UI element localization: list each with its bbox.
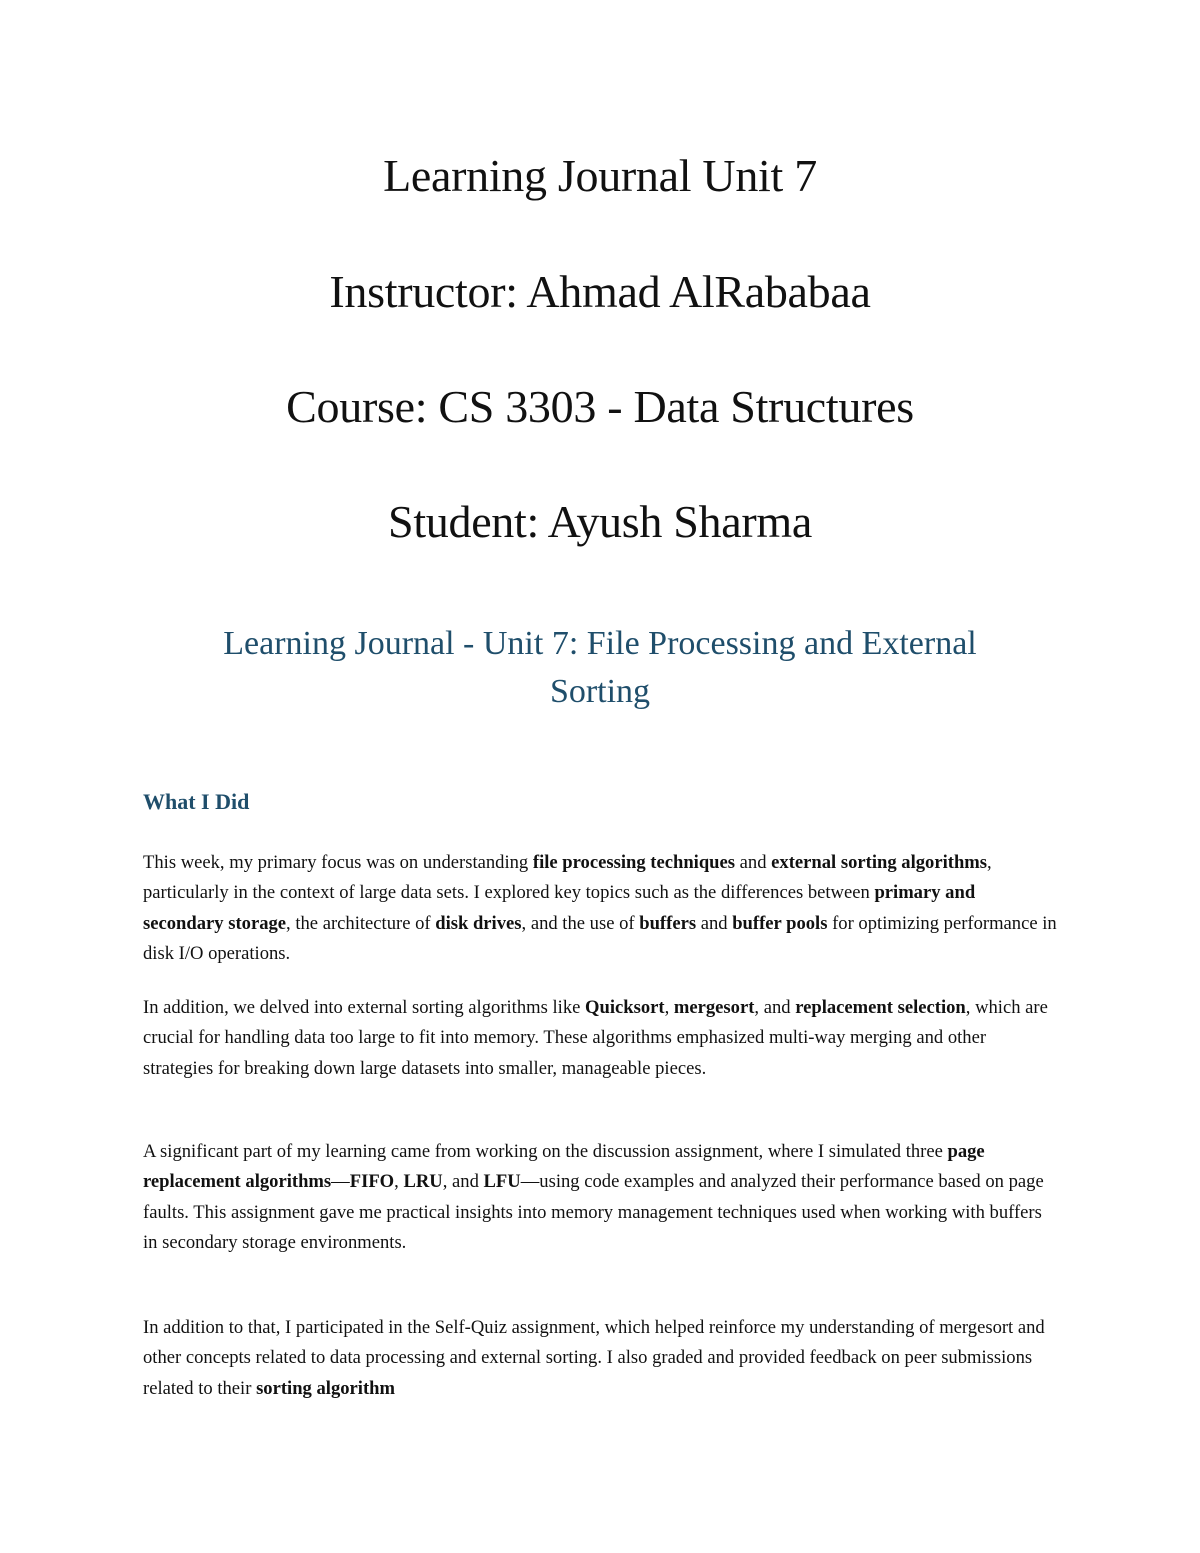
section-heading-what-i-did: What I Did <box>143 789 250 814</box>
subtitle-line-2: Sorting <box>549 673 651 710</box>
bold-term: buffer pools <box>732 912 828 934</box>
bold-term: LFU <box>483 1171 521 1193</box>
text-span: , and <box>754 997 796 1018</box>
text-span: , which are crucial for handling data too large to fit into memory. These algorithms emphasized multi-way merging and other strategies for breaking down large datasets into smaller, manageable pieces. <box>143 997 1048 1079</box>
text-span: A significant part of my learning came from working on the discussion assignment, where I simulated three <box>143 1141 948 1162</box>
bold-term: mergesort <box>673 997 755 1018</box>
bold-term: primary and secondary storage <box>143 882 976 934</box>
text-span: , and <box>442 1171 484 1193</box>
text-span: —using code examples and analyzed their performance based on page faults. This assignment gave me practical insights into memory management techniques used when working with buffers in secondary storage environments. <box>143 1171 1044 1254</box>
text-span: — <box>331 1171 350 1193</box>
text-span: , the architecture of <box>286 912 436 934</box>
bold-term: LRU <box>403 1171 443 1193</box>
text-span: , particularly in the context of large data sets. I explored key topics such as the differences between <box>143 852 992 904</box>
text-span: and <box>696 912 733 934</box>
bold-term: FIFO <box>349 1171 395 1193</box>
text-span: for optimizing performance in disk I/O operations. <box>143 912 1057 965</box>
text-span: In addition, we delved into external sorting algorithms like <box>143 997 586 1018</box>
journal-subtitle <box>130 620 1070 716</box>
bold-term: sorting algorithm <box>256 1377 395 1399</box>
bold-term: Quicksort <box>585 997 665 1018</box>
paragraph-1 <box>143 848 1058 970</box>
bold-term: external sorting algorithms <box>771 852 988 873</box>
paragraph-2 <box>143 993 1058 1084</box>
instructor-line: Instructor: Ahmad AlRababaa <box>329 266 871 317</box>
bold-term: page replacement algorithms <box>143 1141 985 1193</box>
course-line: Course: CS 3303 - Data Structures <box>286 381 914 432</box>
bold-term: disk drives <box>435 912 522 934</box>
text-span: , and the use of <box>521 912 640 934</box>
paragraph-4 <box>143 1313 1058 1404</box>
text-span: and <box>735 852 772 873</box>
text-span: In addition to that, I participated in the Self-Quiz assignment, which helped reinforce my understanding of mergesort and other concepts related to data processing and external sorting. I also graded and provided feedback on peer submissions related to their <box>143 1317 1045 1399</box>
student-line: Student: Ayush Sharma <box>388 496 812 547</box>
document-title: Learning Journal Unit 7 <box>383 150 817 201</box>
bold-term: buffers <box>639 912 697 934</box>
text-span: , <box>394 1171 404 1193</box>
subtitle-line-1: Learning Journal - Unit 7: File Processing and External <box>223 625 977 662</box>
text-span: , <box>664 997 674 1018</box>
bold-term: file processing techniques <box>532 852 736 873</box>
text-span: This week, my primary focus was on understanding <box>143 852 533 873</box>
bold-term: replacement selection <box>795 997 966 1018</box>
paragraph-3 <box>143 1137 1058 1259</box>
